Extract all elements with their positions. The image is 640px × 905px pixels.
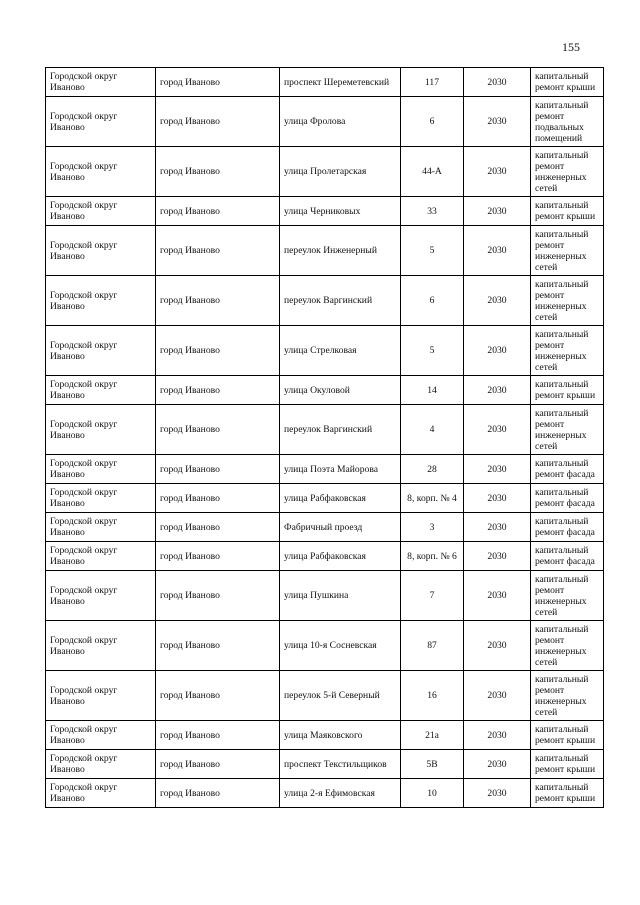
city-cell: город Иваново (156, 197, 280, 226)
municipality-cell: Городской округ Иваново (46, 542, 156, 571)
work-type-cell: капитальный ремонт фасада (531, 513, 604, 542)
year-cell: 2030 (464, 326, 531, 376)
year-cell: 2030 (464, 721, 531, 750)
street-cell: улица Пушкина (280, 571, 401, 621)
table-row (46, 671, 604, 721)
table-row (46, 326, 604, 376)
house-number-cell: 33 (401, 197, 464, 226)
house-number-cell: 8, корп. № 4 (401, 484, 464, 513)
street-cell: улица Рабфаковская (280, 484, 401, 513)
house-number-cell: 6 (401, 276, 464, 326)
year-cell: 2030 (464, 405, 531, 455)
city-cell: город Иваново (156, 571, 280, 621)
work-type-cell: капитальный ремонт инженерных сетей (531, 226, 604, 276)
table-row (46, 68, 604, 97)
city-cell: город Иваново (156, 779, 280, 808)
street-cell: Фабричный проезд (280, 513, 401, 542)
table-row (46, 97, 604, 147)
work-type-cell: капитальный ремонт крыши (531, 779, 604, 808)
street-cell: улица Пролетарская (280, 147, 401, 197)
table-row (46, 455, 604, 484)
municipality-cell: Городской округ Иваново (46, 197, 156, 226)
table-row (46, 542, 604, 571)
city-cell: город Иваново (156, 513, 280, 542)
table-row (46, 621, 604, 671)
house-number-cell: 21а (401, 721, 464, 750)
municipality-cell: Городской округ Иваново (46, 405, 156, 455)
work-type-cell: капитальный ремонт крыши (531, 376, 604, 405)
city-cell: город Иваново (156, 376, 280, 405)
municipality-cell: Городской округ Иваново (46, 147, 156, 197)
house-number-cell: 3 (401, 513, 464, 542)
street-cell: проспект Шереметевский (280, 68, 401, 97)
house-number-cell: 117 (401, 68, 464, 97)
year-cell: 2030 (464, 455, 531, 484)
year-cell: 2030 (464, 197, 531, 226)
street-cell: улица Черниковых (280, 197, 401, 226)
work-type-cell: капитальный ремонт инженерных сетей (531, 571, 604, 621)
street-cell: улица Стрелковая (280, 326, 401, 376)
year-cell: 2030 (464, 147, 531, 197)
street-cell: проспект Текстильщиков (280, 750, 401, 779)
city-cell: город Иваново (156, 97, 280, 147)
year-cell: 2030 (464, 226, 531, 276)
city-cell: город Иваново (156, 484, 280, 513)
street-cell: переулок Варгинский (280, 276, 401, 326)
year-cell: 2030 (464, 542, 531, 571)
table-row (46, 750, 604, 779)
table-row (46, 513, 604, 542)
page-number: 155 (562, 40, 580, 54)
street-cell: переулок Инженерный (280, 226, 401, 276)
street-cell: улица Фролова (280, 97, 401, 147)
city-cell: город Иваново (156, 226, 280, 276)
city-cell: город Иваново (156, 326, 280, 376)
work-type-cell: капитальный ремонт инженерных сетей (531, 147, 604, 197)
house-number-cell: 10 (401, 779, 464, 808)
table-row (46, 376, 604, 405)
work-type-cell: капитальный ремонт фасада (531, 484, 604, 513)
city-cell: город Иваново (156, 750, 280, 779)
table-row (46, 484, 604, 513)
work-type-cell: капитальный ремонт крыши (531, 721, 604, 750)
house-number-cell: 8, корп. № 6 (401, 542, 464, 571)
city-cell: город Иваново (156, 621, 280, 671)
municipality-cell: Городской округ Иваново (46, 276, 156, 326)
street-cell: улица 10-я Сосневская (280, 621, 401, 671)
work-type-cell: капитальный ремонт крыши (531, 68, 604, 97)
municipality-cell: Городской округ Иваново (46, 226, 156, 276)
house-number-cell: 5 (401, 226, 464, 276)
city-cell: город Иваново (156, 405, 280, 455)
municipality-cell: Городской округ Иваново (46, 326, 156, 376)
municipality-cell: Городской округ Иваново (46, 571, 156, 621)
year-cell: 2030 (464, 671, 531, 721)
house-number-cell: 6 (401, 97, 464, 147)
municipality-cell: Городской округ Иваново (46, 779, 156, 808)
city-cell: город Иваново (156, 542, 280, 571)
year-cell: 2030 (464, 571, 531, 621)
year-cell: 2030 (464, 376, 531, 405)
street-cell: улица 2-я Ефимовская (280, 779, 401, 808)
repair-schedule-table (45, 67, 604, 808)
work-type-cell: капитальный ремонт фасада (531, 455, 604, 484)
year-cell: 2030 (464, 484, 531, 513)
table-row (46, 197, 604, 226)
municipality-cell: Городской округ Иваново (46, 721, 156, 750)
house-number-cell: 14 (401, 376, 464, 405)
street-cell: улица Поэта Майорова (280, 455, 401, 484)
municipality-cell: Городской округ Иваново (46, 750, 156, 779)
municipality-cell: Городской округ Иваново (46, 68, 156, 97)
year-cell: 2030 (464, 513, 531, 542)
table-row (46, 147, 604, 197)
table-row (46, 226, 604, 276)
work-type-cell: капитальный ремонт инженерных сетей (531, 326, 604, 376)
house-number-cell: 5 (401, 326, 464, 376)
city-cell: город Иваново (156, 276, 280, 326)
municipality-cell: Городской округ Иваново (46, 513, 156, 542)
street-cell: переулок Варгинский (280, 405, 401, 455)
city-cell: город Иваново (156, 68, 280, 97)
year-cell: 2030 (464, 621, 531, 671)
year-cell: 2030 (464, 779, 531, 808)
city-cell: город Иваново (156, 721, 280, 750)
table-row (46, 276, 604, 326)
year-cell: 2030 (464, 68, 531, 97)
work-type-cell: капитальный ремонт инженерных сетей (531, 276, 604, 326)
table-row (46, 571, 604, 621)
municipality-cell: Городской округ Иваново (46, 376, 156, 405)
municipality-cell: Городской округ Иваново (46, 621, 156, 671)
street-cell: улица Окуловой (280, 376, 401, 405)
year-cell: 2030 (464, 97, 531, 147)
table-row (46, 405, 604, 455)
work-type-cell: капитальный ремонт подвальных помещений (531, 97, 604, 147)
house-number-cell: 44-А (401, 147, 464, 197)
street-cell: переулок 5-й Северный (280, 671, 401, 721)
street-cell: улица Маяковского (280, 721, 401, 750)
work-type-cell: капитальный ремонт инженерных сетей (531, 671, 604, 721)
city-cell: город Иваново (156, 671, 280, 721)
city-cell: город Иваново (156, 147, 280, 197)
work-type-cell: капитальный ремонт инженерных сетей (531, 621, 604, 671)
work-type-cell: капитальный ремонт крыши (531, 197, 604, 226)
municipality-cell: Городской округ Иваново (46, 484, 156, 513)
work-type-cell: капитальный ремонт инженерных сетей (531, 405, 604, 455)
year-cell: 2030 (464, 750, 531, 779)
house-number-cell: 87 (401, 621, 464, 671)
city-cell: город Иваново (156, 455, 280, 484)
year-cell: 2030 (464, 276, 531, 326)
municipality-cell: Городской округ Иваново (46, 455, 156, 484)
municipality-cell: Городской округ Иваново (46, 97, 156, 147)
house-number-cell: 5В (401, 750, 464, 779)
house-number-cell: 28 (401, 455, 464, 484)
municipality-cell: Городской округ Иваново (46, 671, 156, 721)
table-row (46, 779, 604, 808)
house-number-cell: 4 (401, 405, 464, 455)
house-number-cell: 7 (401, 571, 464, 621)
street-cell: улица Рабфаковская (280, 542, 401, 571)
house-number-cell: 16 (401, 671, 464, 721)
table-row (46, 721, 604, 750)
work-type-cell: капитальный ремонт фасада (531, 542, 604, 571)
work-type-cell: капитальный ремонт крыши (531, 750, 604, 779)
